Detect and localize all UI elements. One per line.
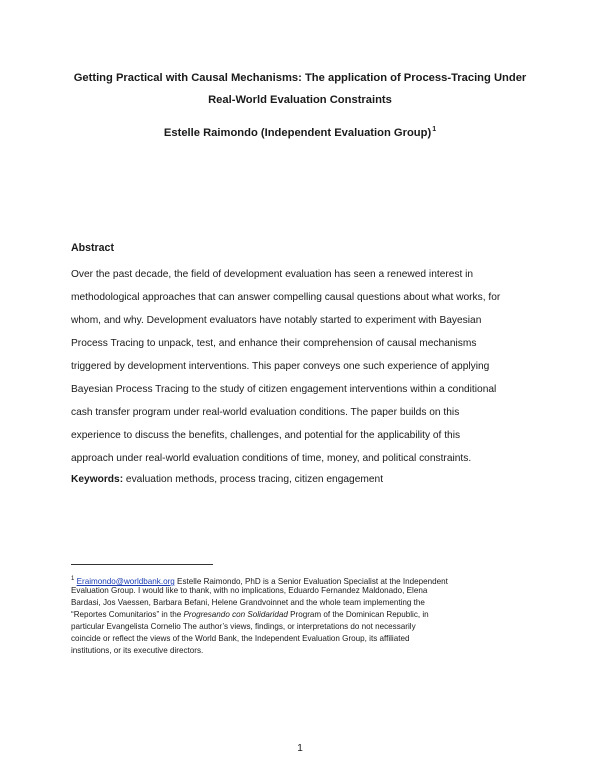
footnote-line: Evaluation Group. I would like to thank, with no implications, Eduardo Fernandez Maldonado, Elena — [71, 586, 428, 595]
abstract-line: Bayesian Process Tracing to the study of citizen engagement interventions within a conditional — [71, 384, 497, 395]
page-number: 1 — [297, 743, 303, 754]
keywords-label: Keywords: — [71, 474, 124, 485]
author-name: Estelle Raimondo (Independent Evaluation Group) — [163, 127, 432, 139]
paper-title-line-1: Getting Practical with Causal Mechanisms: The application of Process-Tracing Under — [73, 72, 527, 84]
abstract-line: cash transfer program under real-world evaluation conditions. The paper builds on this — [71, 407, 460, 418]
program-name: Progresando con Solidaridad — [183, 610, 288, 619]
footnote-line: institutions, or its executive directors. — [71, 646, 204, 655]
abstract-heading: Abstract — [71, 242, 114, 254]
paper-title-line-2: Real-World Evaluation Constraints — [208, 94, 392, 106]
keywords-line — [71, 472, 383, 488]
footnote-line: particular Evangelista Cornelio The author’s views, findings, or interpretations do not necessarily — [71, 622, 416, 631]
footnote-line — [71, 609, 429, 621]
footnote-divider — [71, 564, 213, 565]
author-line — [60, 121, 540, 142]
abstract-line: approach under real-world evaluation conditions of time, money, and political constraints. — [71, 453, 472, 464]
abstract-line: experience to discuss the benefits, challenges, and potential for the applicability of this — [71, 430, 461, 441]
abstract-line: Over the past decade, the field of development evaluation has seen a renewed interest in — [71, 269, 474, 280]
footnote-line: coincide or reflect the views of the World Bank, the Independent Evaluation Group, its affiliated — [71, 634, 410, 643]
footnote-line: Bardasi, Jos Vaessen, Barbara Befani, Helene Grandvoinnet and the whole team implementing the — [71, 598, 425, 607]
abstract-line: whom, and why. Development evaluators have notably started to experiment with Bayesian — [71, 315, 482, 326]
abstract-line: triggered by development interventions. This paper conveys one such experience of applying — [71, 361, 490, 372]
abstract-line: Process Tracing to unpack, test, and enhance their comprehension of causal mechanisms — [71, 338, 477, 349]
footnote-text: Program of the Dominican Republic, in — [287, 610, 429, 619]
footnote-text: “Reportes Comunitarios” in the — [71, 610, 184, 619]
author-footnote-mark[interactable]: 1 — [432, 126, 437, 133]
footnote-text: Estelle Raimondo, PhD is a Senior Evaluation Specialist at the Independent — [174, 577, 448, 586]
keywords-text: evaluation methods, process tracing, citizen engagement — [123, 474, 384, 485]
footnote-mark: 1 — [71, 576, 75, 582]
abstract-line: methodological approaches that can answer compelling causal questions about what works, for — [71, 292, 501, 303]
author-email-link[interactable]: Eraimondo@worldbank.org — [76, 577, 175, 586]
